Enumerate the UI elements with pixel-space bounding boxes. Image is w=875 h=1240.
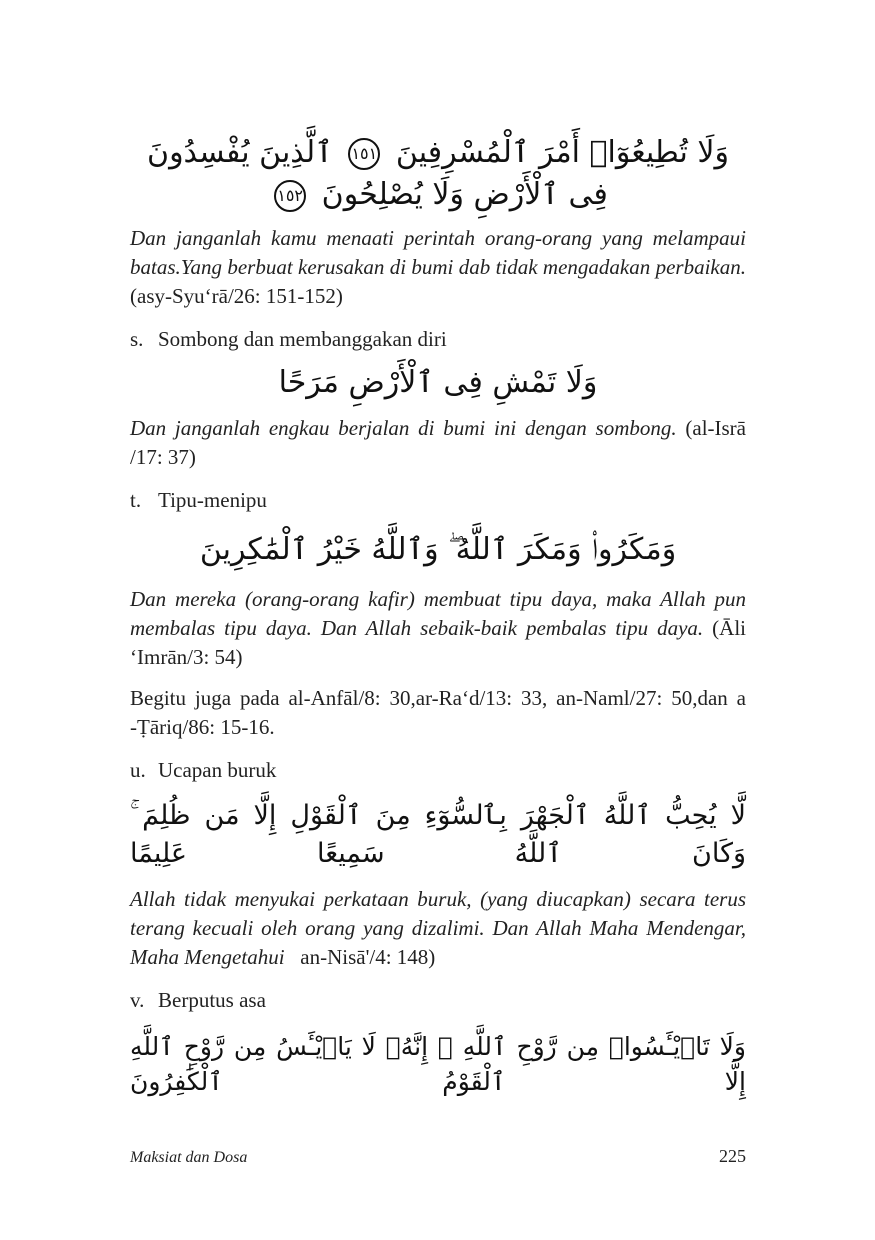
translation-text: Dan janganlah engkau berjalan di bumi ini dengan sombong. <box>130 416 677 440</box>
list-item-label: Tipu-menipu <box>158 488 267 512</box>
running-footer-title: Maksiat dan Dosa <box>130 1149 248 1166</box>
translation-paragraph <box>130 224 746 311</box>
list-item-u <box>130 756 746 785</box>
verse-reference: an-Nisā'/4: 148) <box>300 944 436 969</box>
list-item-label: Ucapan buruk <box>158 758 277 782</box>
arabic-verse-yusuf: وَلَا تَا۟يْـَٔسُوا۟ مِن رَّوْحِ ٱللَّهِ ۖ إِنَّهُۥ لَا يَا۟يْـَٔسُ مِن رَّوْحِ ٱللَّهِ إِلَّا ٱلْقَوْمُ ٱلْكَٰفِرُونَ <box>130 1031 746 1096</box>
translation-paragraph <box>130 885 746 972</box>
list-item-label: Berputus asa <box>158 987 266 1012</box>
page-footer <box>130 1146 746 1167</box>
arabic-verse-an-nisa: لَّا يُحِبُّ ٱللَّهُ ٱلْجَهْرَ بِٱلسُّوٓءِ مِنَ ٱلْقَوْلِ إِلَّا مَن ظُلِمَ ۚ وَكَانَ ٱللَّهُ سَمِيعًا عَلِيمًا <box>130 800 746 869</box>
list-letter: u. <box>130 758 146 782</box>
verse-reference: (asy-Syu‘rā/26: 151-152) <box>130 284 343 308</box>
list-item-t <box>130 486 746 515</box>
list-letter: t. <box>130 488 142 512</box>
ayah-number-marker: ١٥١ <box>348 138 380 170</box>
arabic-verse-ash-shuara <box>130 132 746 216</box>
translation-text: Dan mereka (orang-orang kafir) membuat tipu daya, maka Allah pun membalas tipu daya. Dan Allah sebaik-baik pembalas tipu daya. <box>130 587 746 640</box>
arabic-verse-ali-imran: وَمَكَرُوا۟ وَمَكَرَ ٱللَّهُ ۖ وَٱللَّهُ خَيْرُ ٱلْمَٰكِرِينَ <box>199 532 677 567</box>
list-item-v <box>130 986 746 1015</box>
verse-reference: (Āli ‘Imrān/3: 54) <box>130 616 746 669</box>
page-number: 225 <box>719 1146 746 1166</box>
arabic-verse-al-isra: وَلَا تَمْشِ فِى ٱلْأَرْضِ مَرَحًا <box>278 365 598 400</box>
list-letter: v. <box>130 987 145 1012</box>
arabic-verse-part: وَلَا تُطِيعُوٓا۟ أَمْرَ ٱلْمُسْرِفِينَ <box>395 135 729 170</box>
translation-paragraph <box>130 414 746 472</box>
translation-text: Dan janganlah kamu menaati perintah orang-orang yang melampaui batas.Yang berbuat kerusakan di bumi dab tidak mengadakan perbaikan. <box>130 226 746 279</box>
list-item-s <box>130 325 746 354</box>
ayah-number-marker: ١٥٢ <box>274 180 306 212</box>
translation-paragraph <box>130 585 746 672</box>
list-item-label: Sombong dan membanggakan diri <box>158 327 447 351</box>
page-content <box>130 120 746 1099</box>
list-letter: s. <box>130 327 144 351</box>
verse-reference: (al-Isrā /17: 37) <box>130 416 746 469</box>
cross-reference-note: Begitu juga pada al-Anfāl/8: 30,ar-Ra‘d/13: 33, an-Naml/27: 50,dan a -Ṭāriq/86: 15-16. <box>130 686 746 739</box>
translation-text: Allah tidak menyukai perkataan buruk, (yang diucapkan) secara terus terang kecuali oleh orang yang dizalimi. Dan Allah Maha Mendengar, Maha Mengetahui <box>130 886 746 969</box>
arabic-verse-part: ٱلَّذِينَ يُفْسِدُونَ فِى ٱلْأَرْضِ وَلَا يُصْلِحُونَ <box>147 135 608 212</box>
